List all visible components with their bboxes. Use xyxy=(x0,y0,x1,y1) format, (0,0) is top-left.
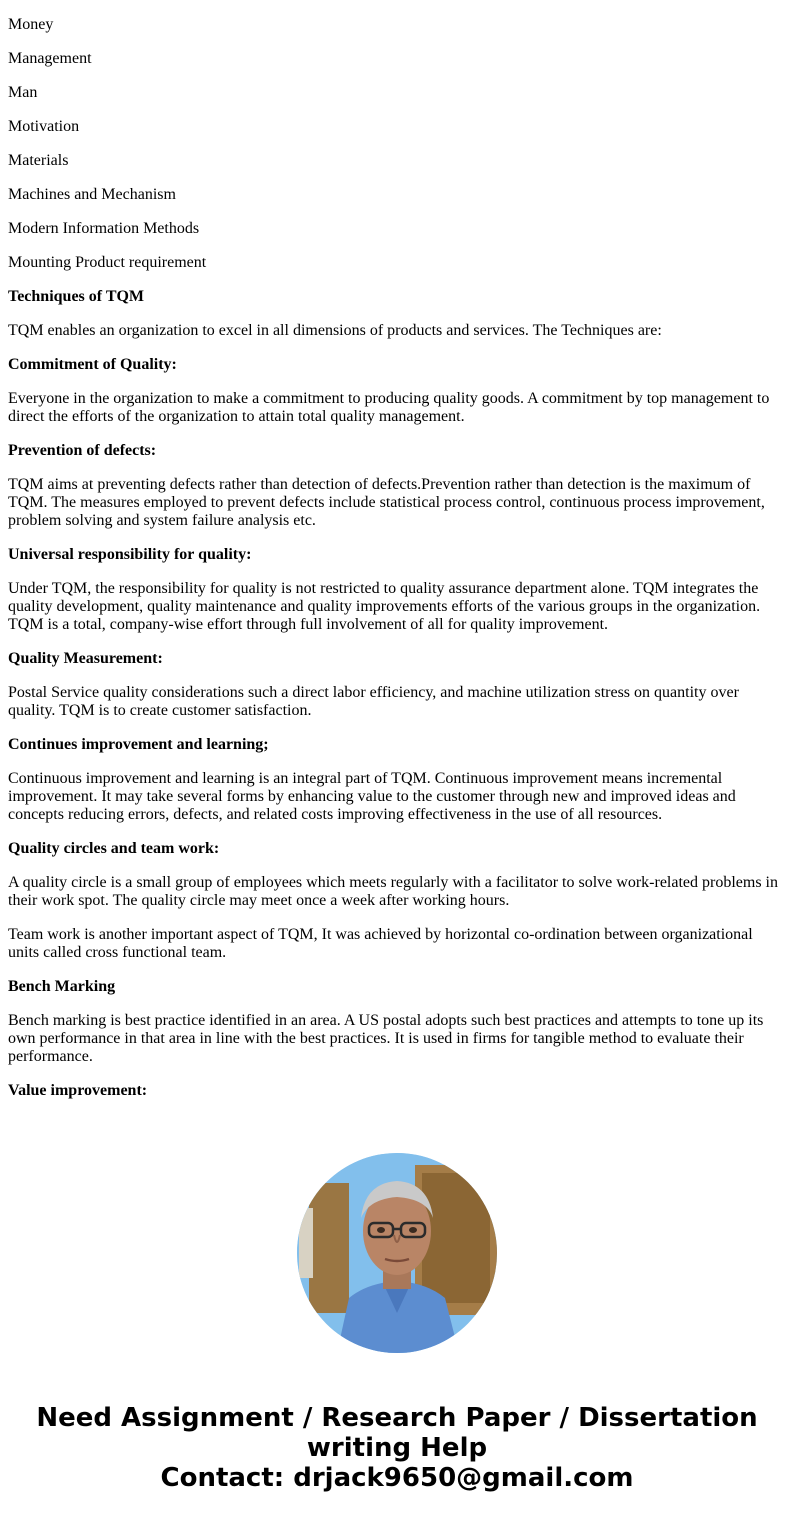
paragraph: Everyone in the organization to make a commitment to producing quality goods. A commitment by top management to direct the efforts of the organization to attain total quality management. xyxy=(8,390,770,425)
section-heading: Bench Marking xyxy=(8,978,116,995)
promo-banner xyxy=(0,1403,794,1493)
paragraph: A quality circle is a small group of employees which meets regularly with a facilitator to solve work-related problems in their work spot. The quality circle may meet once a week after working hours. xyxy=(8,874,778,909)
section-heading: Commitment of Quality: xyxy=(8,356,177,373)
paragraph: Management xyxy=(8,50,92,67)
paragraph: Motivation xyxy=(8,118,80,135)
paragraph: Mounting Product requirement xyxy=(8,254,207,271)
paragraph: Continuous improvement and learning is an integral part of TQM. Continuous improvement means incremental improvement. It may take several forms by enhancing value to the customer through new and improved ideas and concepts reducing errors, defects, and related costs improving effectiveness in the use of all resources. xyxy=(8,770,736,823)
promo-contact: Contact: drjack9650@gmail.com xyxy=(160,1463,634,1493)
paragraph: TQM aims at preventing defects rather than detection of defects.Prevention rather than detection is the maximum of TQM. The measures employed to prevent defects include statistical process control, continuous process improvement, problem solving and system failure analysis etc. xyxy=(8,476,765,529)
paragraph: TQM enables an organization to excel in all dimensions of products and services. The Techniques are: xyxy=(8,322,662,339)
paragraph: Man xyxy=(8,84,38,101)
paragraph: Materials xyxy=(8,152,69,169)
document-body xyxy=(8,0,784,1127)
section-heading: Quality circles and team work: xyxy=(8,840,220,857)
paragraph: Money xyxy=(8,16,54,33)
paragraph: Team work is another important aspect of TQM, It was achieved by horizontal co-ordination between organizational units called cross functional team. xyxy=(8,926,753,961)
paragraph: Modern Information Methods xyxy=(8,220,200,237)
author-portrait-image xyxy=(297,1153,497,1353)
section-heading: Continues improvement and learning; xyxy=(8,736,269,753)
author-avatar xyxy=(297,1153,497,1353)
section-heading: Universal responsibility for quality: xyxy=(8,546,252,563)
paragraph: Postal Service quality considerations such a direct labor efficiency, and machine utilization stress on quantity over quality. TQM is to create customer satisfaction. xyxy=(8,684,739,719)
section-heading: Value improvement: xyxy=(8,1082,148,1099)
section-heading: Techniques of TQM xyxy=(8,288,145,305)
paragraph: Bench marking is best practice identified in an area. A US postal adopts such best practices and attempts to tone up its own performance in that area in line with the best practices. It is used in firms for tangible method to evaluate their performance. xyxy=(8,1012,764,1065)
section-heading: Prevention of defects: xyxy=(8,442,157,459)
promo-headline: Need Assignment / Research Paper / Dissertation writing Help xyxy=(36,1403,758,1463)
paragraph: Under TQM, the responsibility for quality is not restricted to quality assurance department alone. TQM integrates the quality development, quality maintenance and quality improvements efforts of the various groups in the organization. TQM is a total, company-wise effort through full involvement of all for quality improvement. xyxy=(8,580,761,633)
paragraph: Machines and Mechanism xyxy=(8,186,176,203)
section-heading: Quality Measurement: xyxy=(8,650,163,667)
